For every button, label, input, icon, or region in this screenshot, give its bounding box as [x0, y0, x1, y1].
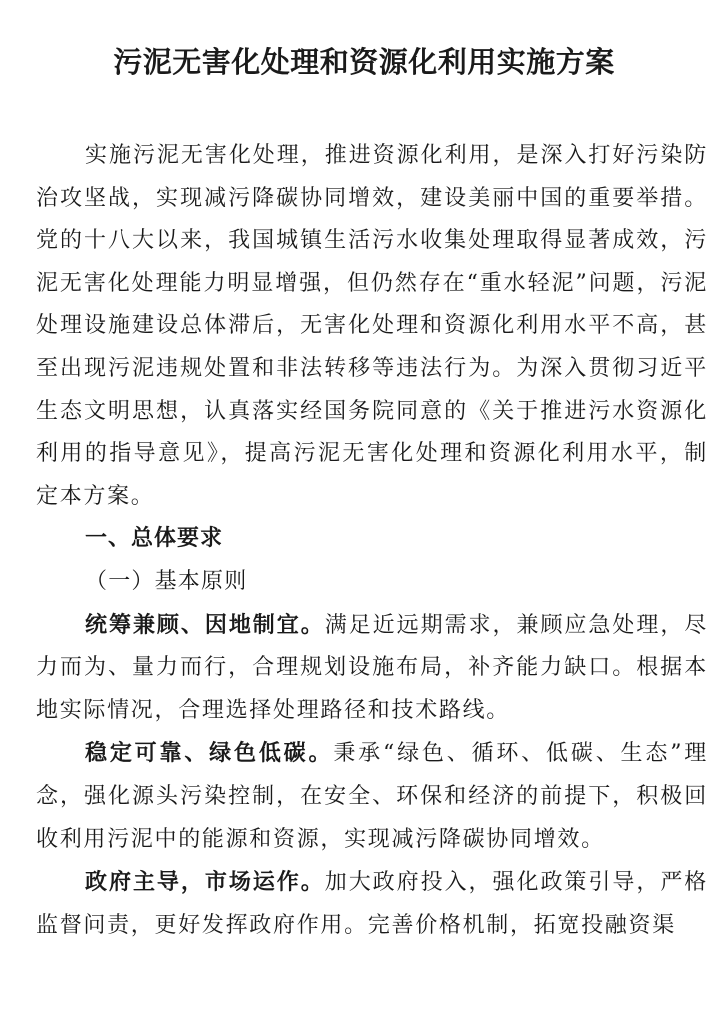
principle-paragraph	[36, 732, 708, 861]
principle-text: 加大政府投入，强化政策引导，严格监督问责，更好发挥政府作用。完善价格机制，拓宽投融资渠	[36, 870, 708, 938]
principle-text: 满足近远期需求，兼顾应急处理，尽力而为、量力而行，合理规划设施布局，补齐能力缺口。根据本地实际情况，合理选择处理路径和技术路线。	[36, 612, 708, 723]
section-heading-overall-requirements: 一、总体要求	[85, 526, 224, 552]
principle-text: 秉承“绿色、循环、低碳、生态”理念，强化源头污染控制，在安全、环保和经济的前提下，积极回收利用污泥中的能源和资源，实现减污降碳协同增效。	[36, 741, 708, 852]
principle-paragraph	[36, 861, 708, 947]
principle-lead: 稳定可靠、绿色低碳。	[85, 740, 334, 767]
intro-paragraph: 实施污泥无害化处理，推进资源化利用，是深入打好污染防治攻坚战，实现减污降碳协同增效，建设美丽中国的重要举措。党的十八大以来，我国城镇生活污水收集处理取得显著成效，污泥无害化处理能力明显增强，但仍然存在“重水轻泥”问题，污泥处理设施建设总体滞后，无害化处理和资源化利用水平不高，甚至出现污泥违规处置和非法转移等违法行为。为深入贯彻习近平生态文明思想，认真落实经国务院同意的《关于推进污水资源化利用的指导意见》，提高污泥无害化处理和资源化利用水平，制定本方案。	[36, 143, 708, 509]
document-title: 污泥无害化处理和资源化利用实施方案	[113, 45, 615, 79]
document-body	[36, 135, 708, 947]
principle-lead: 政府主导，市场运作。	[85, 869, 325, 896]
principle-lead: 统筹兼顾、因地制宜。	[85, 611, 325, 638]
subsection-heading-basic-principles: （一）基本原则	[85, 568, 248, 594]
principle-paragraph	[36, 604, 708, 733]
